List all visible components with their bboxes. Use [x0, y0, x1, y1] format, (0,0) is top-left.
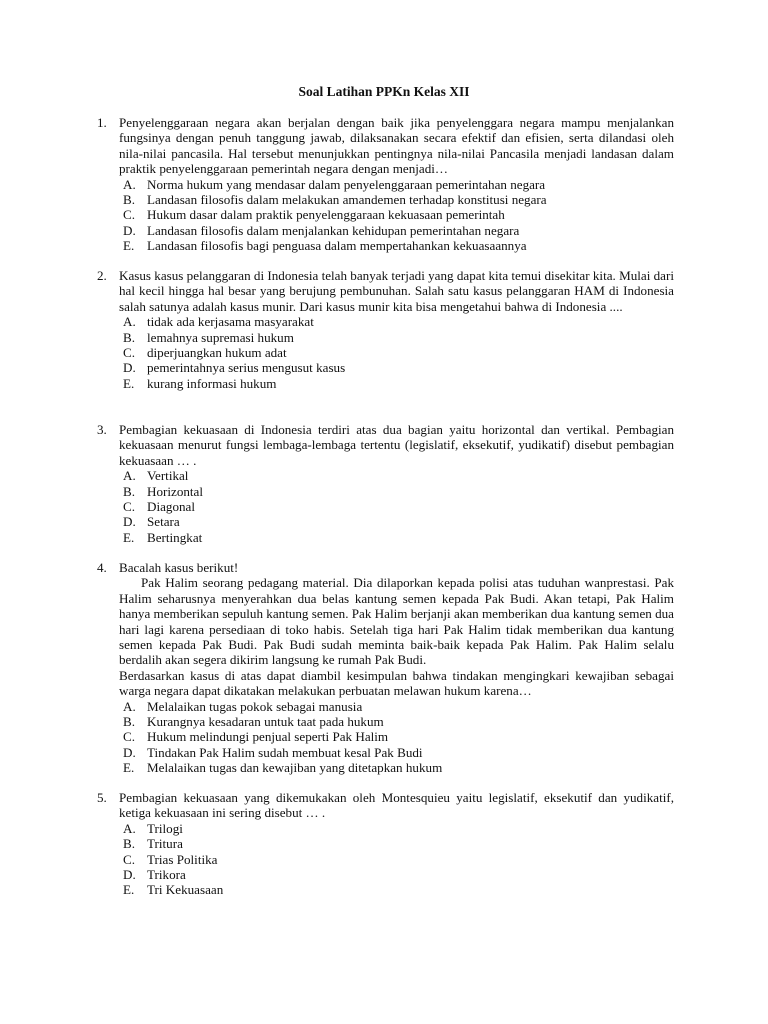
question-number: 2. — [97, 268, 107, 283]
option-letter: D. — [123, 360, 136, 376]
option-text: Tritura — [147, 836, 183, 852]
option-e — [119, 238, 674, 253]
option-letter: E. — [123, 375, 135, 391]
option-letter: D. — [123, 222, 136, 238]
option-text: Bertingkat — [147, 529, 203, 545]
option-e — [119, 530, 674, 545]
option-letter: A. — [123, 820, 136, 836]
option-d — [119, 867, 674, 882]
option-letter: C. — [123, 851, 136, 867]
option-c — [119, 729, 674, 744]
option-letter: C. — [123, 499, 136, 515]
option-text: Horizontal — [147, 483, 203, 499]
question-stem: Berdasarkan kasus di atas dapat diambil kesimpulan bahwa tindakan mengingkari kewajiban sebagai warga negara dapat dikatakan melakukan perbuatan melawan hukum karena… — [119, 667, 674, 699]
case-intro: Bacalah kasus berikut! — [119, 560, 239, 575]
option-b — [119, 836, 674, 851]
option-letter: D. — [123, 514, 136, 530]
page-title: Soal Latihan PPKn Kelas XII — [298, 84, 470, 99]
option-text: Tri Kekuasaan — [147, 882, 224, 898]
case-text: Pak Halim seorang pedagang material. Dia dilaporkan kepada polisi atas tuduhan wanprestasi. Pak Halim seharusnya menyerahkan dua belas kantung semen kepada Pak Budi. Akan tetapi, Pak Halim hanya memberikan sepuluh kantung semen. Pak Halim berjanji akan memberikan dua kantung semen dua hari lagi karena persediaan di toko habis. Setelah tiga hari Pak Halim tidak memberikan dua kantung semen kepada Pak Budi. Pak Budi sudah meminta baik-baik kepada Pak Halim. Pak Halim selalu berdalih akan segera dikirim langsung ke rumah Pak Budi. — [119, 575, 674, 668]
option-text: Diagonal — [147, 499, 195, 515]
option-letter: B. — [123, 483, 136, 499]
option-letter: C. — [123, 729, 136, 745]
option-text: tidak ada kerjasama masyarakat — [147, 314, 314, 330]
option-letter: A. — [123, 468, 136, 484]
option-d — [119, 360, 674, 375]
option-text: pemerintahnya serius mengusut kasus — [147, 360, 346, 376]
option-text: Hukum melindungi penjual seperti Pak Halim — [147, 729, 389, 745]
option-text: Landasan filosofis dalam menjalankan kehidupan pemerintahan negara — [147, 222, 520, 238]
option-letter: A. — [123, 176, 136, 192]
option-c — [119, 345, 674, 360]
option-text: diperjuangkan hukum adat — [147, 345, 287, 361]
option-letter: C. — [123, 207, 136, 223]
option-text: Trikora — [147, 867, 186, 883]
option-text: Vertikal — [147, 468, 189, 484]
question-stem: Kasus kasus pelanggaran di Indonesia telah banyak terjadi yang dapat kita temui disekitar kita. Mulai dari hal kecil hingga hal besar yang berujung pembunuhan. Salah satu kasus pelanggaran HAM di Indonesia salah satunya adalah kasus munir. Dari kasus munir kita bisa mengetahui bahwa di Indonesia .... — [119, 268, 674, 314]
option-letter: E. — [123, 882, 135, 898]
question-stem: Pembagian kekuasaan yang dikemukakan oleh Montesquieu yaitu legislatif, eksekutif dan yudikatif, ketiga kekuasaan ini sering disebut … . — [119, 790, 674, 821]
option-text: Setara — [147, 514, 180, 530]
option-letter: E. — [123, 238, 135, 254]
option-d — [119, 745, 674, 760]
option-text: Tindakan Pak Halim sudah membuat kesal Pak Budi — [147, 744, 423, 760]
question-number: 4. — [97, 560, 107, 575]
option-b — [119, 484, 674, 499]
option-letter: B. — [123, 192, 136, 208]
option-text: Melalaikan tugas dan kewajiban yang ditetapkan hukum — [147, 760, 443, 776]
option-letter: E. — [123, 529, 135, 545]
question-5 — [97, 790, 674, 898]
option-text: lemahnya supremasi hukum — [147, 329, 294, 345]
answer-options — [119, 468, 674, 545]
question-3 — [97, 422, 674, 545]
option-text: Melalaikan tugas pokok sebagai manusia — [147, 698, 363, 714]
option-a — [119, 699, 674, 714]
question-4 — [97, 560, 674, 776]
option-b — [119, 330, 674, 345]
question-number: 3. — [97, 422, 107, 437]
option-b — [119, 714, 674, 729]
option-d — [119, 514, 674, 529]
option-letter: D. — [123, 744, 136, 760]
question-1 — [97, 115, 674, 254]
option-letter: A. — [123, 314, 136, 330]
option-b — [119, 192, 674, 207]
option-letter: B. — [123, 836, 136, 852]
option-text: Landasan filosofis dalam melakukan amandemen terhadap konstitusi negara — [147, 192, 547, 208]
option-e — [119, 760, 674, 775]
question-number: 1. — [97, 115, 107, 130]
option-c — [119, 852, 674, 867]
option-text: Landasan filosofis bagi penguasa dalam mempertahankan kekuasaannya — [147, 238, 527, 254]
option-a — [119, 468, 674, 483]
question-number: 5. — [97, 790, 107, 805]
option-e — [119, 882, 674, 897]
question-2 — [97, 268, 674, 391]
option-letter: D. — [123, 867, 136, 883]
answer-options — [119, 177, 674, 254]
option-text: Trias Politika — [147, 851, 218, 867]
option-c — [119, 207, 674, 222]
option-a — [119, 821, 674, 836]
option-text: Kurangnya kesadaran untuk taat pada hukum — [147, 714, 384, 730]
option-a — [119, 314, 674, 329]
option-a — [119, 177, 674, 192]
option-letter: B. — [123, 714, 136, 730]
answer-options — [119, 314, 674, 391]
question-stem: Pembagian kekuasaan di Indonesia terdiri atas dua bagian yaitu horizontal dan vertikal. Pembagian kekuasaan menurut fungsi lembaga-lembaga tertentu (legislatif, eksekutif, yudikatif) disebut pembagian kekuasaan … . — [119, 422, 674, 468]
option-letter: B. — [123, 329, 136, 345]
option-letter: C. — [123, 345, 136, 361]
option-text: kurang informasi hukum — [147, 375, 277, 391]
option-d — [119, 223, 674, 238]
option-e — [119, 376, 674, 391]
question-stem: Penyelenggaraan negara akan berjalan dengan baik jika penyelenggara negara mampu menjalankan fungsinya dengan penuh tanggung jawab, dilaksanakan secara efektif dan efisien, serta dilandasi oleh nila-nilai pancasila. Hal tersebut menunjukkan pentingnya nila-nilai Pancasila menjadi landasan dalam praktik penyelenggaraan pemerintah negara dengan menjadi… — [119, 115, 674, 177]
option-text: Norma hukum yang mendasar dalam penyelenggaraan pemerintahan negara — [147, 176, 546, 192]
option-letter: E. — [123, 760, 135, 776]
option-c — [119, 499, 674, 514]
option-text: Hukum dasar dalam praktik penyelenggaraan kekuasaan pemerintah — [147, 207, 505, 223]
answer-options — [119, 699, 674, 776]
option-letter: A. — [123, 698, 136, 714]
answer-options — [119, 821, 674, 898]
option-text: Trilogi — [147, 820, 183, 836]
